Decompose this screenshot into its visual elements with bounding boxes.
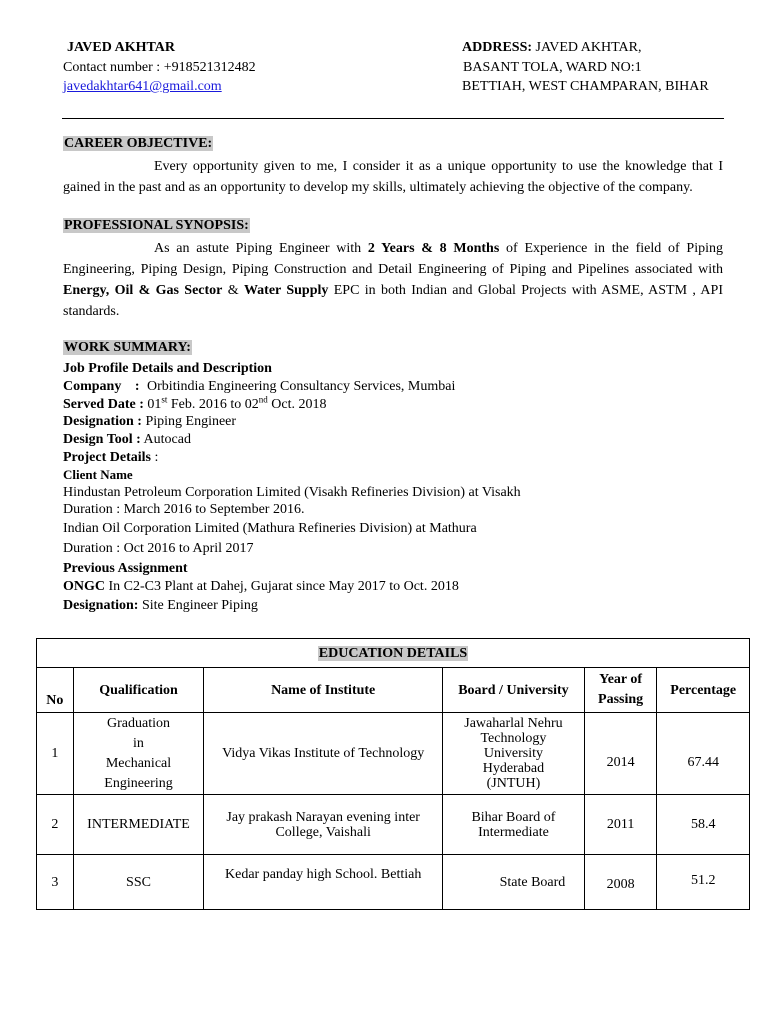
row3-year: 2008 [584, 855, 657, 910]
row3-percentage: 51.2 [657, 855, 750, 910]
site-designation-row [63, 598, 258, 614]
address-line-3: BETTIAH, WEST CHAMPARAN, BIHAR [462, 79, 709, 94]
address-line-2: BASANT TOLA, WARD NO:1 [463, 60, 642, 75]
ongc-row [63, 579, 459, 595]
education-title: EDUCATION DETAILS [318, 645, 468, 661]
site-designation-label: Designation: [63, 598, 139, 613]
duration-1: Duration : March 2016 to September 2016. [63, 502, 305, 517]
row3-qualification: SSC [73, 855, 204, 910]
email-link[interactable]: javedakhtar641@gmail.com [63, 79, 222, 94]
row2-board: Bihar Board of Intermediate [443, 795, 585, 855]
education-table [36, 638, 750, 910]
row1-year: 2014 [584, 713, 657, 795]
duration-2: Duration : Oct 2016 to April 2017 [63, 541, 254, 556]
address-value-1: JAVED AKHTAR, [535, 40, 642, 55]
row2-qualification: INTERMEDIATE [73, 795, 204, 855]
client-2: Indian Oil Corporation Limited (Mathura Refineries Division) at Mathura [63, 521, 477, 536]
row2-year: 2011 [584, 795, 657, 855]
synopsis-b1: 2 Years & 8 Months [367, 241, 500, 256]
address-label: ADDRESS: [462, 40, 533, 55]
designation-label: Designation : [63, 414, 142, 429]
company-value: Orbitindia Engineering Consultancy Services, Mumbai [147, 379, 456, 394]
company-label: Company [63, 379, 122, 394]
row1-board: Jawaharlal Nehru Technology University Hyderabad (JNTUH) [443, 713, 585, 795]
client-name-label: Client Name [63, 467, 133, 482]
synopsis-b2: Energy, Oil & Gas Sector [63, 283, 223, 298]
row2-institute: Jay prakash Narayan evening inter College, Vaishali [204, 795, 443, 855]
company-row [63, 379, 455, 395]
design-tool-value: Autocad [143, 432, 191, 447]
applicant-name: JAVED AKHTAR [67, 40, 176, 55]
project-details-row [63, 450, 158, 466]
header-qualification: Qualification [73, 668, 204, 713]
header-year: Year of Passing [584, 668, 657, 713]
education-header-row [37, 668, 750, 713]
synopsis-t2: of Experience in the field of Piping Engineering, Piping Design, Piping Construction and Detail Engineering of Piping and Pipelines associated with [63, 241, 723, 277]
designation-value: Piping Engineer [145, 414, 237, 429]
company-sep: : [134, 379, 140, 394]
row3-no: 3 [37, 855, 74, 910]
work-summary-heading-wrap [63, 340, 192, 356]
row3-institute: Kedar panday high School. Bettiah [204, 855, 443, 910]
row3-board: State Board [443, 855, 585, 910]
table-row [37, 855, 750, 910]
ongc-bold: ONGC [63, 579, 105, 594]
synopsis-b3: Water Supply [243, 283, 329, 298]
project-details-label: Project Details [63, 450, 151, 465]
row1-percentage: 67.44 [657, 713, 750, 795]
header-board: Board / University [443, 668, 585, 713]
synopsis-heading: PROFESSIONAL SYNOPSIS: [64, 218, 249, 233]
career-objective-heading: CAREER OBJECTIVE: [64, 136, 213, 151]
career-objective-text: Every opportunity given to me, I consider it as a unique opportunity to use the knowledge that I gained in the past and as an opportunity to develop my skills, ultimately achieving the objective of the company. [63, 159, 723, 195]
served-mid1: Feb. 2016 to 02 [167, 397, 259, 412]
client-1: Hindustan Petroleum Corporation Limited (Visakh Refineries Division) at Visakh [63, 485, 521, 500]
career-objective-text-wrap [63, 156, 723, 198]
row1-qualification: Graduation in Mechanical Engineering [73, 713, 204, 795]
header-percentage: Percentage [657, 668, 750, 713]
job-profile-heading: Job Profile Details and Description [63, 361, 272, 376]
synopsis-t4: EPC in both Indian and Global Projects with ASME, ASTM , API standards. [63, 283, 723, 319]
site-designation-value: Site Engineer Piping [138, 598, 258, 613]
served-date-row [63, 394, 327, 413]
served-label: Served Date : [63, 397, 144, 412]
header-no: No [37, 668, 74, 713]
email-link-wrap [63, 79, 222, 95]
header-divider [62, 118, 724, 119]
header-institute: Name of Institute [204, 668, 443, 713]
career-objective-heading-wrap [63, 136, 213, 152]
served-suffix2: nd [258, 394, 268, 405]
synopsis-heading-wrap [63, 218, 250, 234]
served-mid2: Oct. 2018 [267, 397, 327, 412]
design-tool-row [63, 432, 191, 448]
table-row [37, 795, 750, 855]
ongc-text: In C2-C3 Plant at Dahej, Gujarat since May 2017 to Oct. 2018 [105, 579, 459, 594]
row1-no: 1 [37, 713, 74, 795]
education-title-cell [37, 639, 750, 668]
designation-row [63, 414, 236, 430]
contact-number: Contact number : +918521312482 [63, 60, 256, 75]
design-tool-label: Design Tool : [63, 432, 141, 447]
row2-no: 2 [37, 795, 74, 855]
synopsis-t1: As an astute Piping Engineer with [154, 241, 368, 256]
address-line-1 [462, 40, 641, 56]
project-details-sep: : [154, 450, 159, 465]
served-day1: 01 [147, 397, 162, 412]
row1-institute: Vidya Vikas Institute of Technology [204, 713, 443, 795]
work-summary-heading: WORK SUMMARY: [64, 340, 191, 355]
previous-assignment-label: Previous Assignment [63, 561, 188, 576]
synopsis-t3: & [222, 283, 244, 298]
row2-percentage: 58.4 [657, 795, 750, 855]
served-suffix1: st [161, 394, 168, 405]
table-row [37, 713, 750, 795]
synopsis-text [63, 238, 723, 322]
